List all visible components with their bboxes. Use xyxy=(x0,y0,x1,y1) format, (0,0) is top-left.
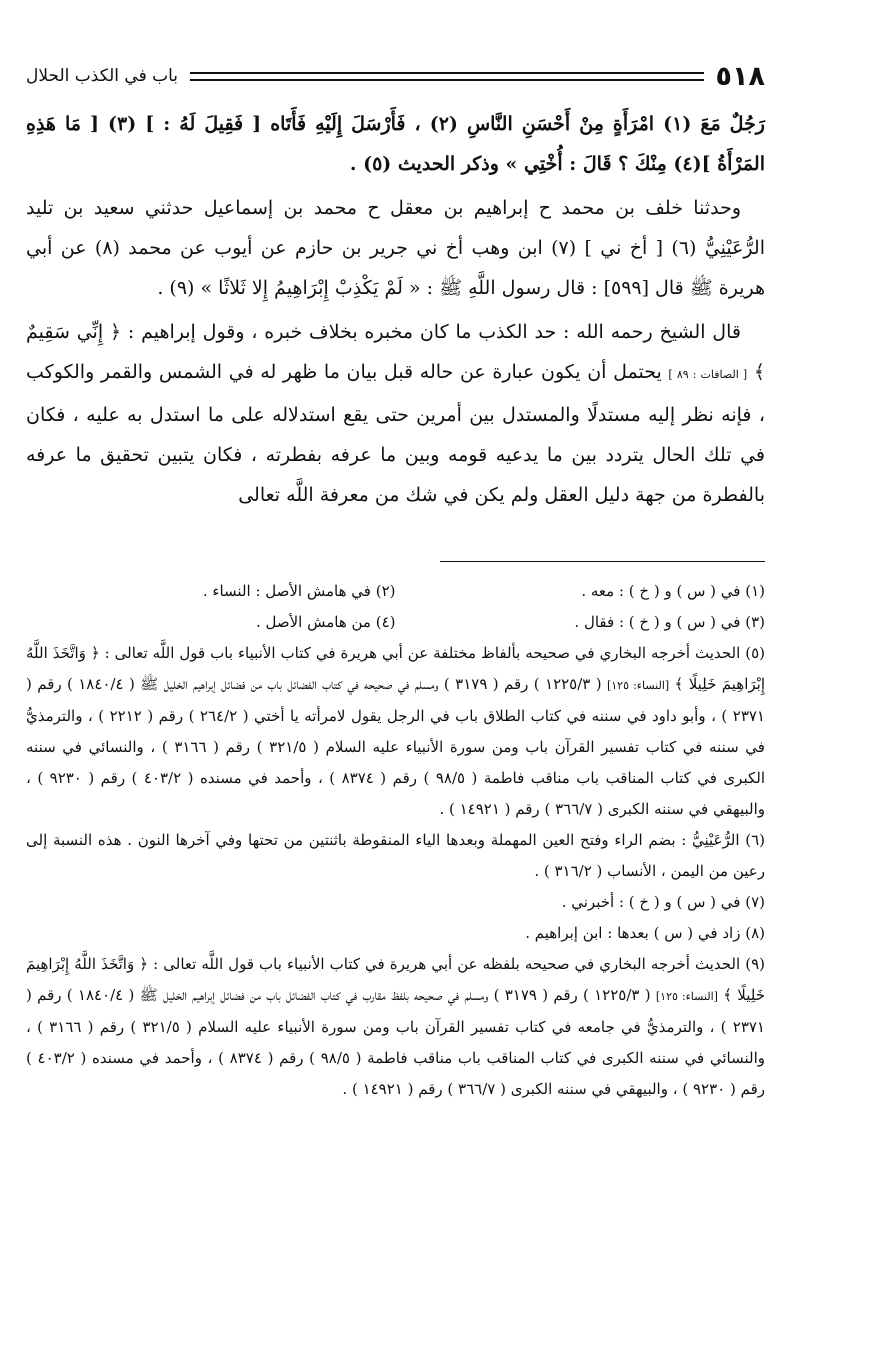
page-number: ٥١٨ xyxy=(715,60,765,92)
footnote-3: (٣) في ( س ) و ( خ ) : فقال . xyxy=(574,613,765,631)
quran-reference: [ الصافات : ٨٩ ] xyxy=(668,368,748,381)
footnote-7: (٧) في ( س ) و ( خ ) : أخبرني . xyxy=(561,893,765,911)
footnote-2: (٢) في هامش الأصل : النساء . xyxy=(202,582,396,600)
footnotes xyxy=(26,576,765,1105)
footnote-separator xyxy=(440,561,765,562)
isnad-paragraph: وحدثنا خلف بن محمد ح إبراهيم بن معقل ح محمد بن إسماعيل حدثني سعيد بن تليد الرُّعَيْنِيُّ (٦) [ أخ ني ] (٧) ابن وهب أخ ني جرير بن حازم عن أيوب عن محمد (٨) عن أبي هريرة ﷺ قال [٥٩٩] : قال رسول اللَّهِ ﷺ : « لَمْ يَكْذِبْ إِبْرَاهِيمُ إِلا ثَلاثًا » (٩) . xyxy=(26,197,765,299)
commentary-end: يحتمل أن يكون عبارة عن حاله قبل بيان ما ظهر له في الشمس والقمر والكوكب ، فإنه نظر إليه مستدلًا والمستدل بين أمرين حتى يقع استدلاله على ما استدل به عليه ، فكان في تلك الحال يتردد بين ما يدعيه قومه وبين ما عرفه بفطرته ، فكان يتبين تحقيق ما عرفه بالفطرة من جهة دليل العقل ولم يكن في شك من معرفة اللَّه تعالى xyxy=(26,361,765,506)
header-rule xyxy=(190,72,704,81)
footnote-9-end: ( ١٢٢٥/٣ ) رقم ( ٣١٧٩ ) ومسلم في صحيحه بلفظ مقارب في كتاب الفضائل باب من فضائل إبراهيم الخليل ﷺ ( ١٨٤٠/٤ ) رقم ( ٢٣٧١ ) ، والترمذيُّ في جامعه في كتاب تفسير القرآن باب ومن سورة الأنبياء عليه السلام ( ٣٢١/٥ ) رقم ( ٣١٦٦ ) ، والنسائي في سننه الكبرى في كتاب المناقب باب مناقب فاطمة ( ٩٨/٥ ) رقم ( ٨٣٧٤ ) ، وأحمد في مسنده ( ٤٠٣/٢ ) رقم ( ٩٢٣٠ ) ، والبيهقي في سننه الكبرى ( ٣٦٦/٧ ) رقم ( ١٤٩٢١ ) . xyxy=(26,986,765,1098)
main-text xyxy=(26,104,765,519)
footnote-9-start: (٩) الحديث أخرجه البخاري في صحيحه بلفظه عن أبي هريرة في كتاب الأنبياء باب قول اللَّه تعالى : ﴿ وَاتَّخَذَ اللَّهُ إِبْرَاهِيمَ خَلِيلًا ﴾ xyxy=(26,955,765,1004)
footnote-6: (٦) الرُّعَيْنِيُّ : بضم الراء وفتح العين المهملة وبعدها الياء المنقوطة باثنتين من تحتها وفي آخرها النون . هذه النسبة إلى رعين من اليمن ، الأنساب ( ٣١٦/٢ ) . xyxy=(26,831,765,880)
commentary-paragraph xyxy=(26,312,765,515)
footnote-4: (٤) من هامش الأصل . xyxy=(255,613,396,631)
footnote-5-start: (٥) الحديث أخرجه البخاري في صحيحه بألفاظ مختلفة عن أبي هريرة في كتاب الأنبياء باب قول اللَّه تعالى : ﴿ وَاتَّخَذَ اللَّهُ إِبْرَاهِيمَ خَلِيلًا ﴾ xyxy=(26,644,766,693)
footnote-row xyxy=(26,607,765,638)
book-page xyxy=(26,0,765,1355)
page-header xyxy=(26,56,765,96)
footnote-8: (٨) زاد في ( س ) بعدها : ابن إبراهيم . xyxy=(525,924,765,942)
hadith-paragraph: رَجُلٌ مَعَ (١) امْرَأَةٍ مِنْ أَحْسَنِ النَّاسِ (٢) ، فَأَرْسَلَ إِلَيْهِ فَأَتَاه [ فَقِيلَ لَهُ : ] (٣) [ مَا هَذِهِ المَرْأَةُ ](٤) مِنْكَ ؟ قَالَ : أُخْتِي » وذكر الحديث (٥) . xyxy=(26,113,765,175)
running-title: باب في الكذب الحلال xyxy=(26,66,179,86)
footnote-9-quran-ref: [النساء: ١٢٥] xyxy=(655,990,718,1003)
footnote-1: (١) في ( س ) و ( خ ) : معه . xyxy=(581,582,765,600)
footnote-row xyxy=(26,576,765,607)
commentary-start: قال الشيخ رحمه الله : حد الكذب ما كان مخبره بخلاف خبره ، وقول إبراهيم : ﴿ إِنِّي سَقِيمٌ ﴾ xyxy=(26,321,766,383)
footnote-5-end: ( ١٢٢٥/٣ ) رقم ( ٣١٧٩ ) ومسلم في صحيحه في كتاب الفضائل باب من فضائل إبراهيم الخليل ﷺ ( ١٨٤٠/٤ ) رقم ( ٢٣٧١ ) ، وأبو داود في سننه في كتاب الطلاق باب في الرجل يقول لامرأته يا أختي ( ٢٦٤/٢ ) رقم ( ٢٢١٢ ) ، والترمذيُّ في سننه في كتاب تفسير القرآن باب ومن سورة الأنبياء عليه السلام ( ٣٢١/٥ ) رقم ( ٣١٦٦ ) ، والنسائي في سننه الكبرى في كتاب المناقب باب مناقب فاطمة ( ٩٨/٥ ) رقم ( ٨٣٧٤ ) ، وأحمد في مسنده ( ٤٠٣/٢ ) رقم ( ٩٢٣٠ ) ، والبيهقي في سننه الكبرى ( ٣٦٦/٧ ) رقم ( ١٤٩٢١ ) . xyxy=(26,675,765,818)
footnote-5 xyxy=(26,638,765,825)
footnote-9 xyxy=(26,949,765,1105)
footnote-5-quran-ref: [النساء: ١٢٥] xyxy=(606,679,670,692)
